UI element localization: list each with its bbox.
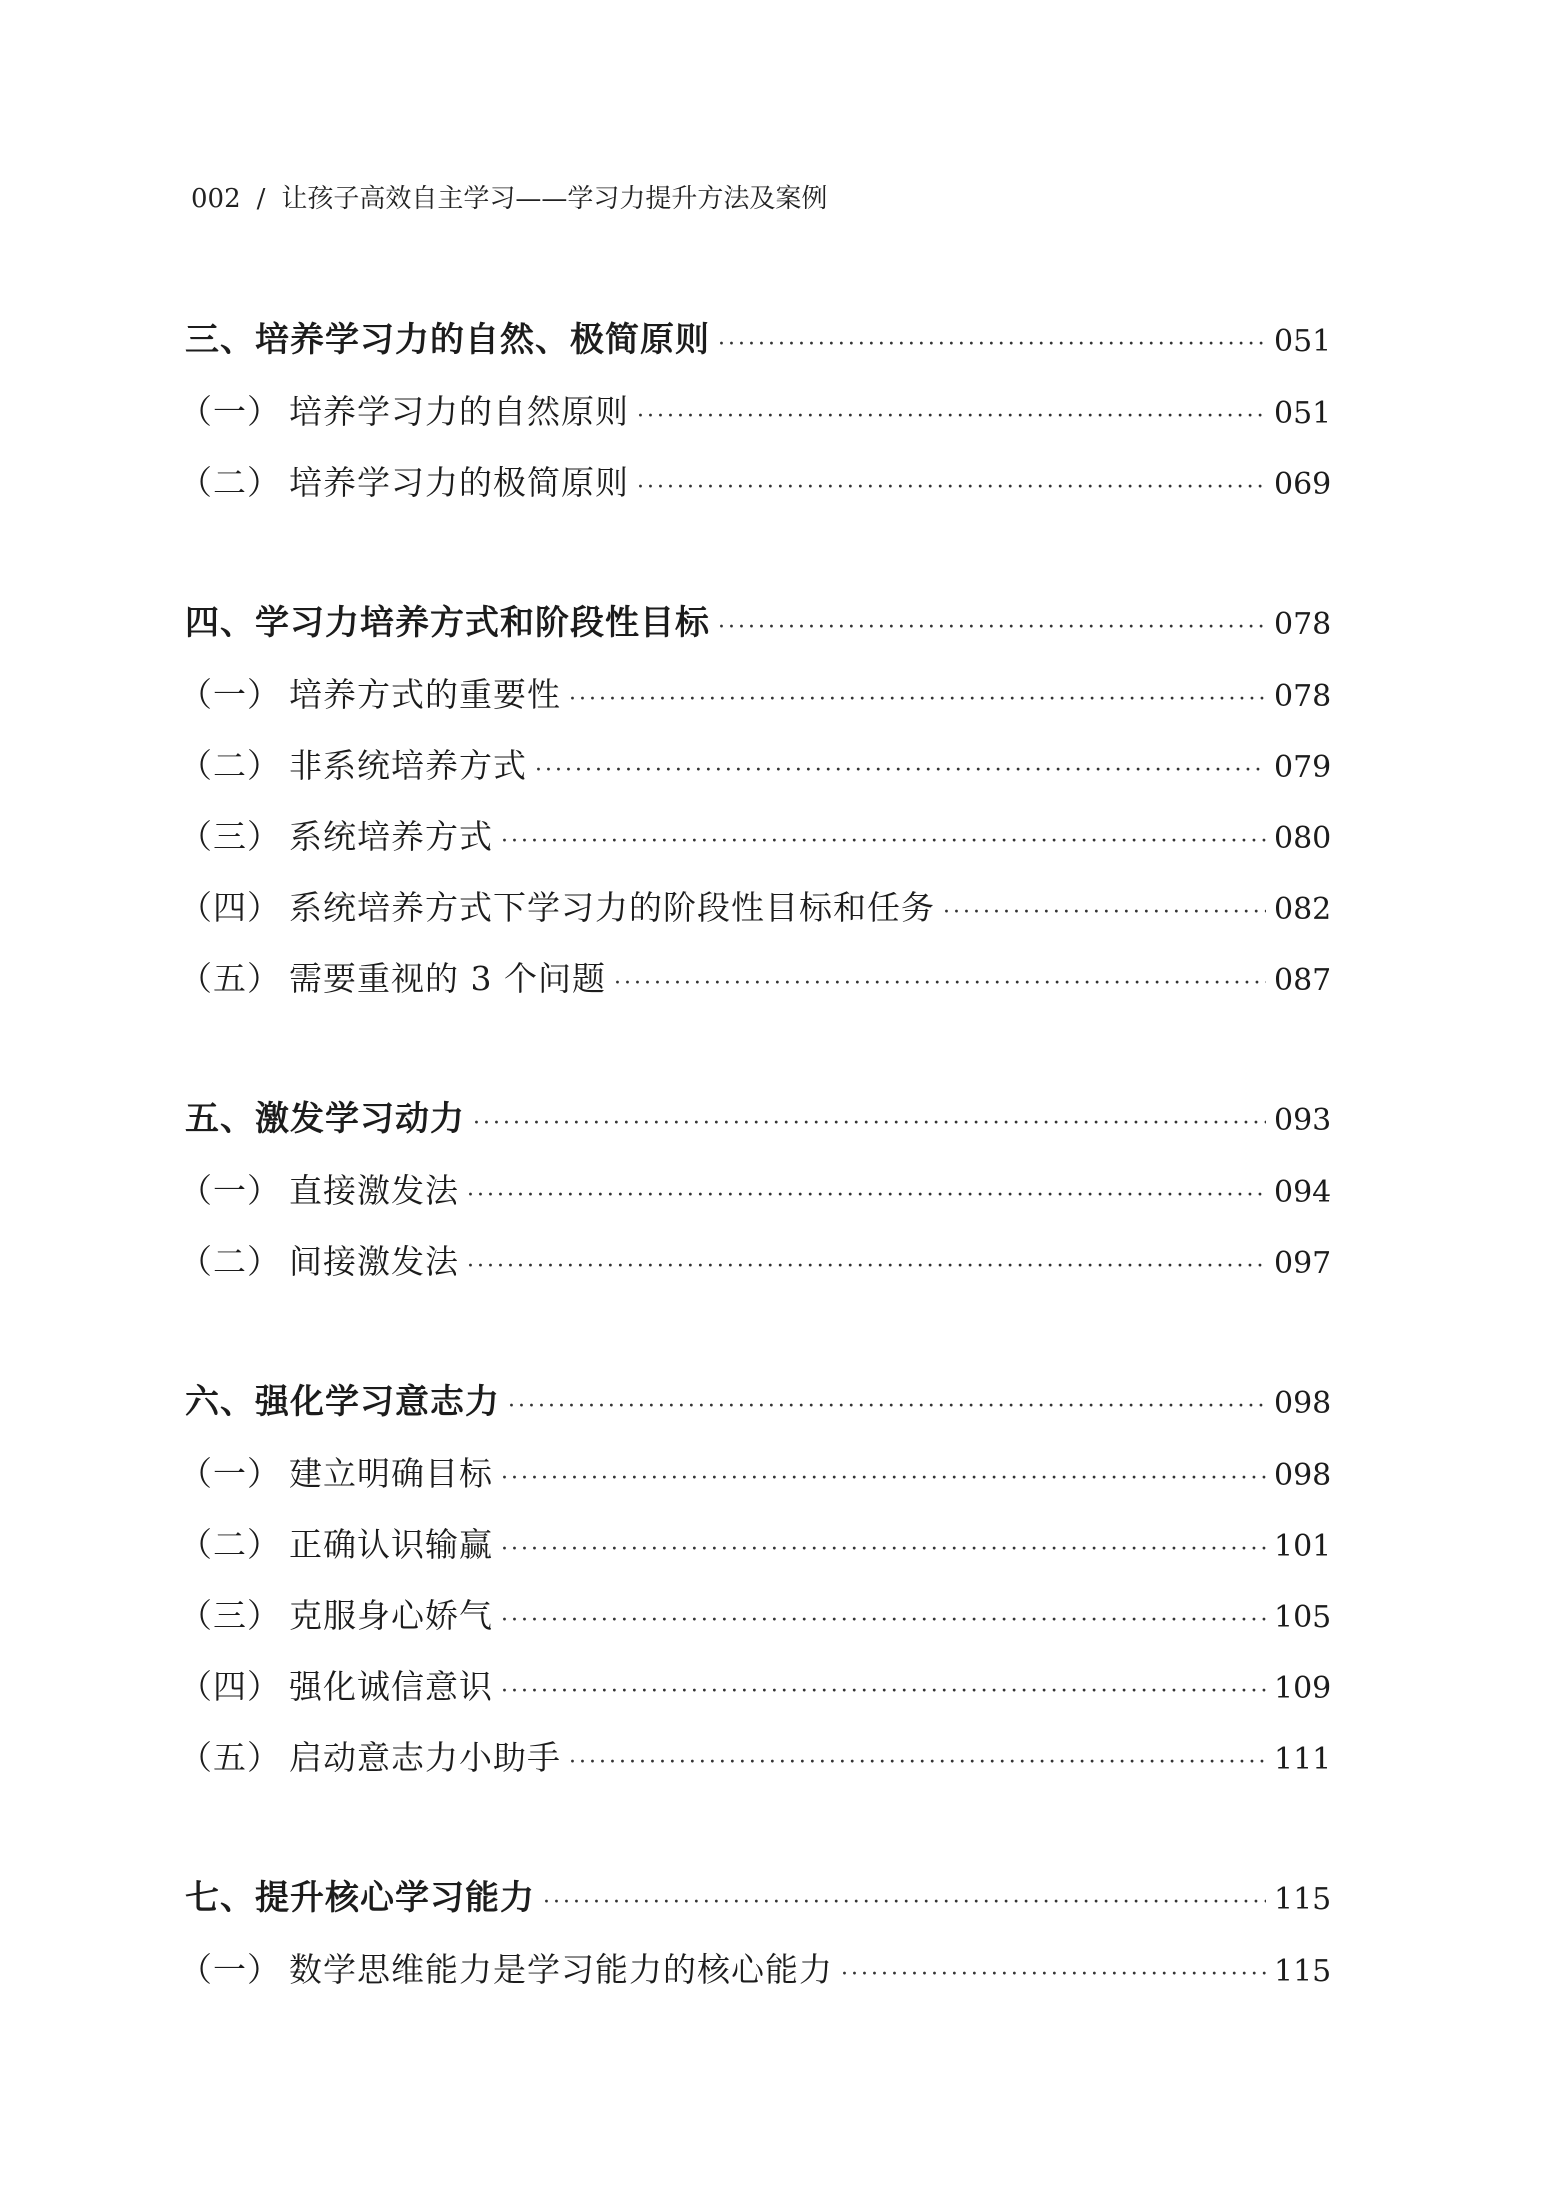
subsection-text: 培养学习力的自然原则: [289, 392, 629, 431]
dot-leader: [501, 1585, 1266, 1656]
subsection-number: （一）: [179, 1171, 281, 1210]
subsection-page: 078: [1274, 679, 1332, 714]
subsection-text: 正确认识输赢: [289, 1525, 493, 1564]
subsection-number: （一）: [179, 1454, 281, 1493]
subsection-text: 需要重视的 3 个问题: [289, 959, 606, 998]
chapter-title: 三、培养学习力的自然、极简原则: [185, 320, 710, 360]
subsection-page: 082: [1274, 892, 1332, 927]
toc-chapter-row[interactable]: [185, 588, 1330, 659]
header-page-number: 002: [191, 184, 241, 214]
dot-leader: [637, 452, 1266, 523]
dot-leader: [501, 806, 1266, 877]
toc-chapter-row[interactable]: [185, 1367, 1330, 1438]
dot-leader: [569, 1727, 1266, 1798]
subsection-number: （一）: [179, 392, 281, 431]
subsection-page: 111: [1274, 1742, 1332, 1777]
toc-subsection-row[interactable]: [179, 1580, 1332, 1651]
subsection-number: （四）: [179, 1667, 281, 1706]
subsection-page: 109: [1274, 1671, 1332, 1706]
toc-section: [179, 1367, 1332, 1793]
dot-leader: [543, 1867, 1266, 1938]
toc-subsection-row[interactable]: [179, 872, 1332, 943]
subsection-text: 建立明确目标: [289, 1454, 493, 1493]
chapter-title: 五、激发学习动力: [185, 1099, 465, 1139]
dot-leader: [501, 1514, 1266, 1585]
subsection-text: 非系统培养方式: [289, 746, 527, 785]
subsection-number: （四）: [179, 888, 281, 927]
toc-subsection-row[interactable]: [179, 659, 1332, 730]
subsection-title: [179, 659, 561, 730]
dot-leader: [614, 948, 1266, 1019]
dot-leader: [943, 877, 1266, 948]
toc-subsection-row[interactable]: [179, 1651, 1332, 1722]
chapter-title: 七、提升核心学习能力: [185, 1878, 535, 1918]
subsection-number: （二）: [179, 1242, 281, 1281]
subsection-title: [179, 1651, 493, 1722]
subsection-number: （五）: [179, 1738, 281, 1777]
subsection-page: 087: [1274, 963, 1332, 998]
dot-leader: [718, 309, 1266, 380]
subsection-title: [179, 730, 527, 801]
subsection-number: （二）: [179, 463, 281, 502]
subsection-number: （一）: [179, 1950, 281, 1989]
toc-subsection-row[interactable]: [179, 376, 1332, 447]
toc-section: [179, 1863, 1332, 2005]
subsection-title: [179, 1580, 493, 1651]
chapter-page: 098: [1274, 1386, 1332, 1421]
toc-subsection-row[interactable]: [179, 447, 1332, 518]
subsection-title: [179, 1509, 493, 1580]
dot-leader: [841, 1939, 1266, 2010]
toc-subsection-row[interactable]: [179, 943, 1332, 1014]
subsection-text: 培养方式的重要性: [289, 675, 561, 714]
subsection-title: [179, 1722, 561, 1793]
subsection-text: 培养学习力的极简原则: [289, 463, 629, 502]
toc-subsection-row[interactable]: [179, 1722, 1332, 1793]
subsection-page: 079: [1274, 750, 1332, 785]
subsection-number: （三）: [179, 817, 281, 856]
dot-leader: [467, 1160, 1266, 1231]
chapter-page: 115: [1274, 1882, 1332, 1917]
subsection-page: 098: [1274, 1458, 1332, 1493]
subsection-title: [179, 1155, 459, 1226]
subsection-page: 051: [1274, 396, 1332, 431]
chapter-page: 051: [1274, 324, 1332, 359]
subsection-number: （二）: [179, 1525, 281, 1564]
dot-leader: [718, 592, 1266, 663]
toc-chapter-row[interactable]: [185, 1084, 1330, 1155]
toc-subsection-row[interactable]: [179, 1934, 1332, 2005]
subsection-text: 间接激发法: [289, 1242, 459, 1281]
subsection-text: 克服身心娇气: [289, 1596, 493, 1635]
subsection-text: 系统培养方式下学习力的阶段性目标和任务: [289, 888, 935, 927]
chapter-title: 六、强化学习意志力: [185, 1382, 500, 1422]
toc-subsection-row[interactable]: [179, 1509, 1332, 1580]
toc-chapter-row[interactable]: [185, 305, 1330, 376]
dot-leader: [467, 1231, 1266, 1302]
table-of-contents: [179, 305, 1332, 2075]
subsection-page: 101: [1274, 1529, 1332, 1564]
subsection-title: [179, 801, 493, 872]
toc-subsection-row[interactable]: [179, 801, 1332, 872]
subsection-page: 115: [1274, 1954, 1332, 1989]
toc-section: [179, 1084, 1332, 1297]
header-book-title: 让孩子高效自主学习——学习力提升方法及案例: [281, 184, 828, 214]
chapter-page: 093: [1274, 1103, 1332, 1138]
dot-leader: [473, 1088, 1266, 1159]
subsection-page: 080: [1274, 821, 1332, 856]
subsection-number: （三）: [179, 1596, 281, 1635]
subsection-title: [179, 1438, 493, 1509]
subsection-text: 强化诚信意识: [289, 1667, 493, 1706]
dot-leader: [501, 1443, 1266, 1514]
subsection-title: [179, 447, 629, 518]
dot-leader: [508, 1371, 1266, 1442]
subsection-text: 数学思维能力是学习能力的核心能力: [289, 1950, 833, 1989]
subsection-number: （二）: [179, 746, 281, 785]
header-separator: /: [256, 184, 266, 214]
subsection-title: [179, 872, 935, 943]
dot-leader: [535, 735, 1266, 806]
dot-leader: [637, 381, 1266, 452]
subsection-page: 097: [1274, 1246, 1332, 1281]
subsection-page: 105: [1274, 1600, 1332, 1635]
chapter-page: 078: [1274, 607, 1332, 642]
running-head: [191, 178, 827, 215]
subsection-page: 094: [1274, 1175, 1332, 1210]
toc-subsection-row[interactable]: [179, 730, 1332, 801]
subsection-number: （五）: [179, 959, 281, 998]
subsection-number: （一）: [179, 675, 281, 714]
subsection-text: 系统培养方式: [289, 817, 493, 856]
toc-subsection-row[interactable]: [179, 1438, 1332, 1509]
toc-section: [179, 305, 1332, 518]
toc-subsection-row[interactable]: [179, 1155, 1332, 1226]
toc-section: [179, 588, 1332, 1014]
subsection-title: [179, 1934, 833, 2005]
subsection-title: [179, 1226, 459, 1297]
subsection-text: 直接激发法: [289, 1171, 459, 1210]
subsection-title: [179, 943, 606, 1014]
subsection-page: 069: [1274, 467, 1332, 502]
toc-chapter-row[interactable]: [185, 1863, 1330, 1934]
chapter-title: 四、学习力培养方式和阶段性目标: [185, 603, 710, 643]
dot-leader: [569, 664, 1266, 735]
toc-subsection-row[interactable]: [179, 1226, 1332, 1297]
subsection-text: 启动意志力小助手: [289, 1738, 561, 1777]
dot-leader: [501, 1656, 1266, 1727]
subsection-title: [179, 376, 629, 447]
